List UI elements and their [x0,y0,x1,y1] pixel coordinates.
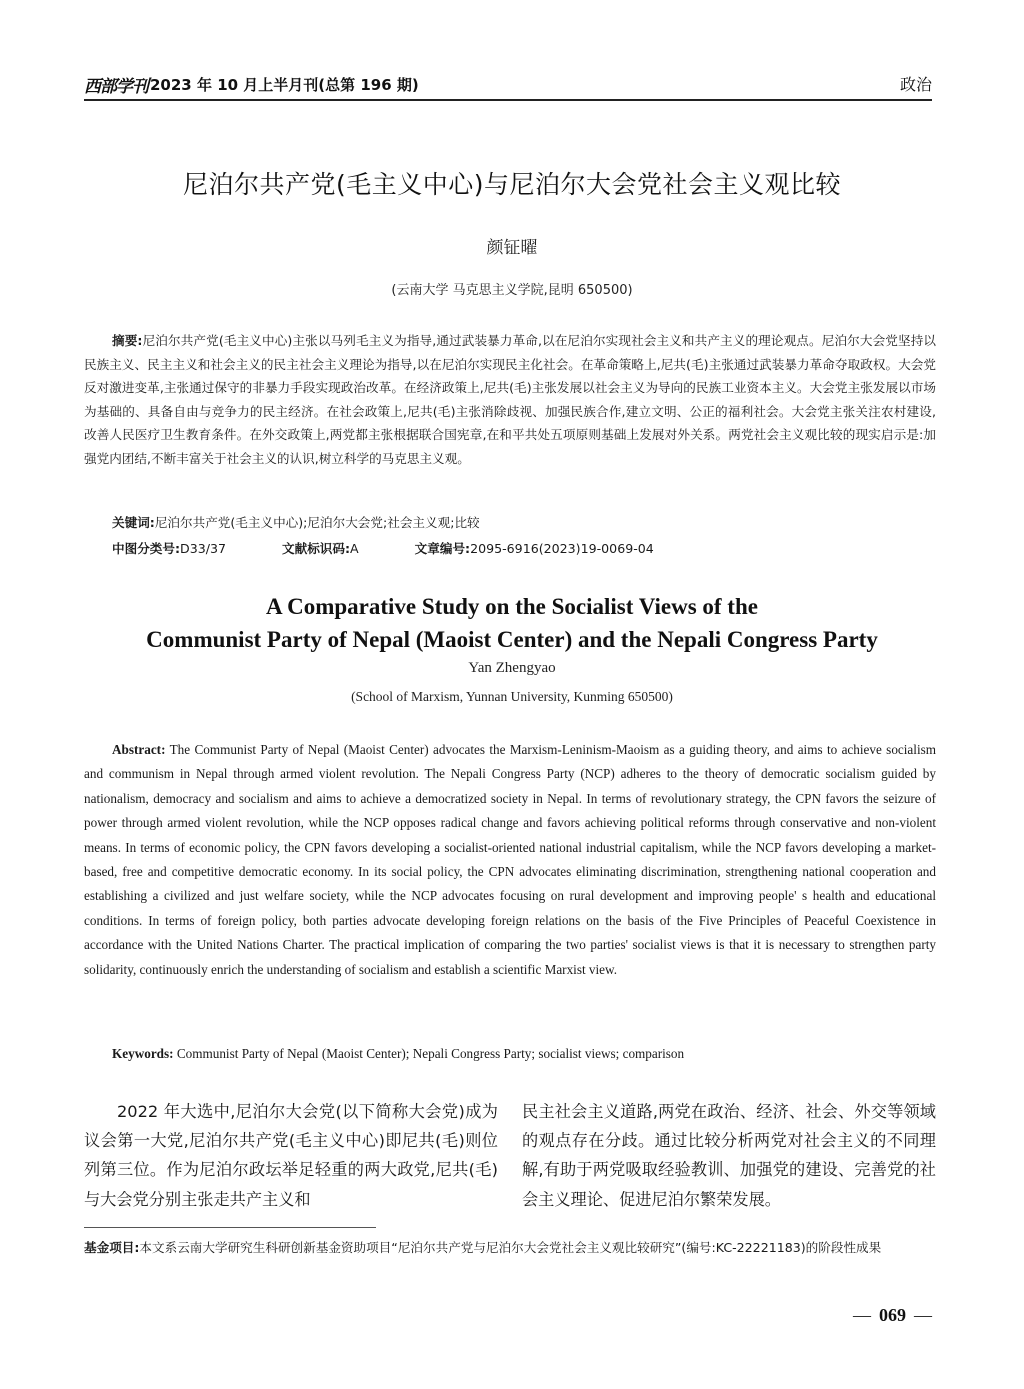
classification-line [112,538,932,557]
body-column-right: 民主社会主义道路,两党在政治、经济、社会、外交等领域的观点存在分歧。通过比较分析两党对社会主义的不同理解,有助于两党吸取经验教训、加强党的建设、完善党的社会主义理论、促进尼泊尔繁荣发展。 [522,1102,936,1209]
clc-value: D33/37 [180,541,227,556]
chinese-affiliation: (云南大学 马克思主义学院,昆明 650500) [391,283,633,298]
english-title-line-2: Communist Party of Nepal (Maoist Center) and the Nepali Congress Party [146,627,878,652]
page-number [853,1305,932,1326]
english-abstract-label: Abstract: [112,742,166,757]
chinese-keywords-label: 关键词: [112,515,155,530]
page-number-dash-right: — [914,1305,932,1325]
english-keywords-label: Keywords: [112,1046,174,1061]
document-code-value: A [350,541,359,556]
article-number [415,538,654,557]
document-code-label: 文献标识码: [282,541,351,556]
english-title-line-1: A Comparative Study on the Socialist Views of the [266,594,758,619]
english-abstract-text: The Communist Party of Nepal (Maoist Center) advocates the Marxism-Leninism-Maoism as a guiding theory, and aims to achieve socialism and communism in Nepal through armed violent revolution. The Nepali Congress Party (NCP) adheres to the theory of democratic socialism guided by nationalism, democracy and socialism and aims to achieve a democratized society in Nepal. In terms of revolutionary strategy, the CPN favors the seizure of power through armed violent revolution, while the NCP opposes radical change and favors achieving political reforms through conservative and non-violent means. In terms of economic policy, the CPN favors developing a socialist-oriented national industrial capitalism, while the NCP favors developing a market-based, free and competitive democratic economy. In its social policy, the CPN advocates eliminating discrimination, strengthening national cooperation and establishing a civilized and just welfare society, while the NCP advocates focusing on rural development and improving people' s health and educational conditions. In terms of foreign policy, both parties advocate developing foreign relations on the basis of the Five Principles of Peaceful Coexistence in accordance with the United Nations Charter. The practical implication of comparing the two parties' socialist views is that it is necessary to strengthen party solidarity, continuously enrich the understanding of socialism and establish a scientific Marxist view. [84,742,936,977]
page-number-dash-left: — [853,1305,871,1325]
footnote-rule [84,1227,376,1228]
running-header [84,70,932,100]
chinese-abstract [84,329,936,470]
page-number-value: 069 [879,1305,906,1325]
issue-info: 2023 年 10 月上半月刊(总第 196 期) [150,76,419,94]
chinese-abstract-text: 尼泊尔共产党(毛主义中心)主张以马列毛主义为指导,通过武装暴力革命,以在尼泊尔实现社会主义和共产主义的理论观点。尼泊尔大会党坚持以民族主义、民主主义和社会主义的民主社会主义理论为指导,以在尼泊尔实现民主化社会。在革命策略上,尼共(毛)主张通过武装暴力革命夺取政权。大会党反对激进变革,主张通过保守的非暴力手段实现政治改革。在经济政策上,尼共(毛)主张发展以社会主义为导向的民族工业资本主义。大会党主张发展以市场为基础的、具备自由与竞争力的民主经济。在社会政策上,尼共(毛)主张消除歧视、加强民族合作,建立文明、公正的福利社会。大会党主张关注农村建设,改善人民医疗卫生教育条件。在外交政策上,两党都主张根据联合国宪章,在和平共处五项原则基础上发展对外关系。两党社会主义观比较的现实启示是:加强党内团结,不断丰富关于社会主义的认识,树立科学的马克思主义观。 [84,333,936,466]
article-number-value: 2095-6916(2023)19-0069-04 [470,541,654,556]
chinese-author: 颜钲曜 [486,238,538,258]
journal-logo: 西部学刊 [84,77,148,97]
chinese-abstract-label: 摘要: [112,333,143,348]
document-code [282,538,359,557]
clc-number [112,538,226,557]
funding-label: 基金项目: [84,1240,140,1255]
english-title [0,590,1024,656]
english-keywords [112,1046,932,1062]
funding-footnote [84,1236,936,1260]
english-keywords-text: Communist Party of Nepal (Maoist Center); Nepali Congress Party; socialist views; comparison [176,1046,685,1061]
chinese-keywords-text: 尼泊尔共产党(毛主义中心);尼泊尔大会党;社会主义观;比较 [154,515,480,530]
chinese-keywords [112,512,932,531]
article-number-label: 文章编号: [414,541,471,556]
chinese-title: 尼泊尔共产党(毛主义中心)与尼泊尔大会党社会主义观比较 [182,170,841,199]
english-abstract [84,738,936,982]
header-rule [84,99,932,101]
funding-text: 本文系云南大学研究生科研创新基金资助项目“尼泊尔共产党与尼泊尔大会党社会主义观比较研究”(编号:KC-22221183)的阶段性成果 [139,1240,882,1255]
header-left [84,72,419,97]
english-author: Yan Zhengyao [468,660,556,676]
section-label: 政治 [899,75,932,94]
body-column-left: 2022 年大选中,尼泊尔大会党(以下简称大会党)成为议会第一大党,尼泊尔共产党(毛主义中心)即尼共(毛)则位列第三位。作为尼泊尔政坛举足轻重的两大政党,尼共(毛)与大会党分别主张走共产主义和 [84,1102,498,1209]
clc-label: 中图分类号: [112,541,181,556]
english-affiliation: (School of Marxism, Yunnan University, Kunming 650500) [351,689,673,704]
